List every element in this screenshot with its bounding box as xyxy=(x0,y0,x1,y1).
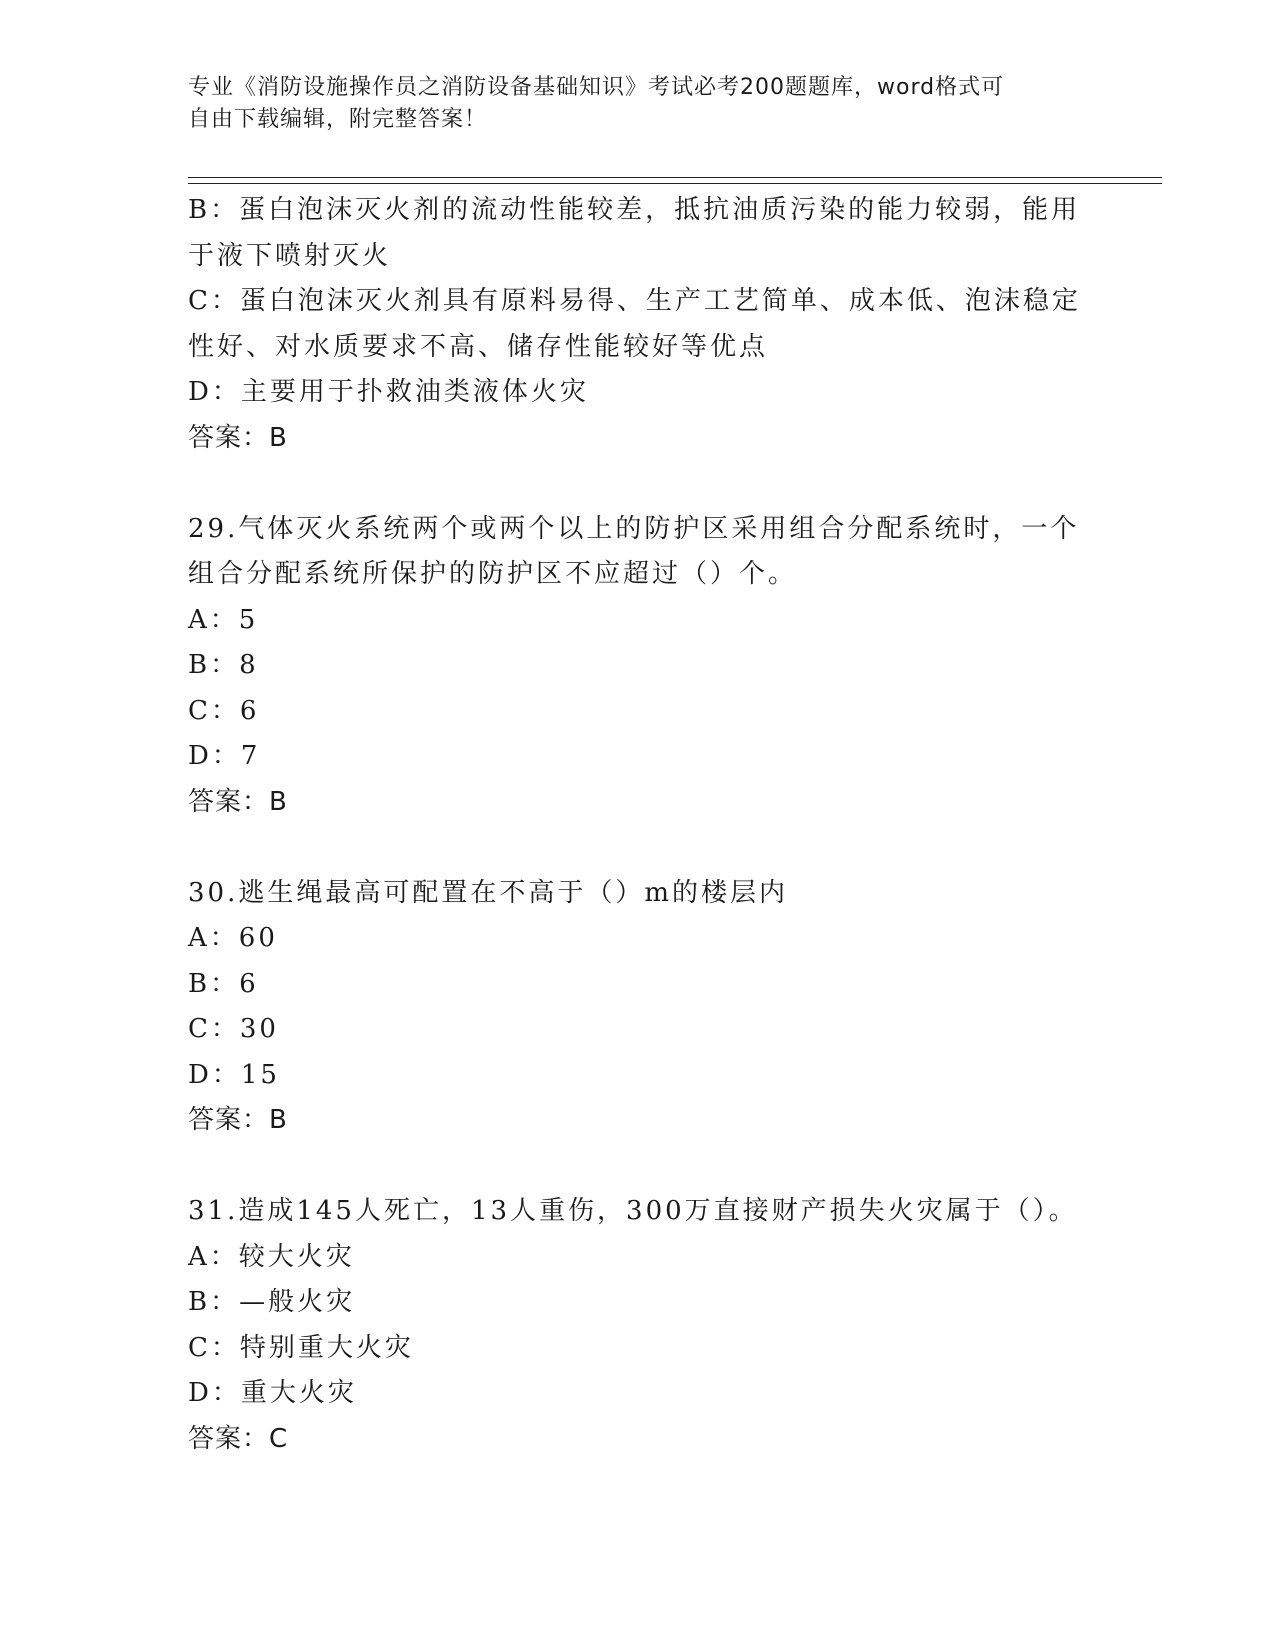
option-d: D：15 xyxy=(188,1059,280,1090)
option-b: B：6 xyxy=(188,968,259,999)
question-stem: 31.造成145人死亡，13人重伤，300万直接财产损失火灾属于（）。 xyxy=(188,1196,1078,1226)
option-b-line-1: B：蛋白泡沫灭火剂的流动性能较差，抵抗油质污染的能力较弱，能用 xyxy=(188,195,1081,225)
question-gap xyxy=(188,461,1088,507)
option-d: D：7 xyxy=(188,741,261,771)
header-divider-bottom xyxy=(188,183,1162,184)
answer: 答案：B xyxy=(188,786,288,817)
question-28 xyxy=(188,188,1088,461)
question-stem-line-2: 组合分配系统所保护的防护区不应超过（）个。 xyxy=(188,559,798,589)
option-b-line-2: 于液下喷射灭火 xyxy=(188,240,392,271)
question-stem-line-1: 29.气体灭火系统两个或两个以上的防护区采用组合分配系统时，一个 xyxy=(188,513,1080,544)
answer: 答案：B xyxy=(188,422,288,453)
question-29 xyxy=(188,507,1088,826)
option-c-line-1: C：蛋白泡沫灭火剂具有原料易得、生产工艺简单、成本低、泡沫稳定 xyxy=(188,286,1081,316)
option-c-line-2: 性好、对水质要求不高、储存性能较好等优点 xyxy=(188,331,769,362)
option-b: B：—般火灾 xyxy=(188,1287,356,1317)
question-30 xyxy=(188,871,1088,1144)
document-header xyxy=(188,72,1068,136)
option-c: C：特别重大火灾 xyxy=(188,1332,414,1363)
option-a: A：较大火灾 xyxy=(188,1241,355,1272)
option-a: A：60 xyxy=(188,923,278,953)
answer: 答案：B xyxy=(188,1105,288,1135)
option-d: D：主要用于扑救油类液体火灾 xyxy=(188,377,589,407)
option-c: C：6 xyxy=(188,695,260,726)
option-c: C：30 xyxy=(188,1014,279,1044)
header-divider-top xyxy=(188,177,1162,178)
option-b: B：8 xyxy=(188,650,259,680)
question-stem: 30.逃生绳最高可配置在不高于（）m的楼层内 xyxy=(188,877,789,908)
question-gap xyxy=(188,1144,1088,1190)
option-d: D：重大火灾 xyxy=(188,1378,357,1408)
question-gap xyxy=(188,825,1088,871)
option-a: A：5 xyxy=(188,604,259,635)
header-line-2: 自由下载编辑，附完整答案！ xyxy=(188,107,488,132)
question-31 xyxy=(188,1189,1088,1462)
answer: 答案：C xyxy=(188,1423,289,1454)
header-line-1: 专业《消防设施操作员之消防设备基础知识》考试必考200题题库，word格式可 xyxy=(188,75,1005,100)
question-list xyxy=(188,188,1088,1462)
